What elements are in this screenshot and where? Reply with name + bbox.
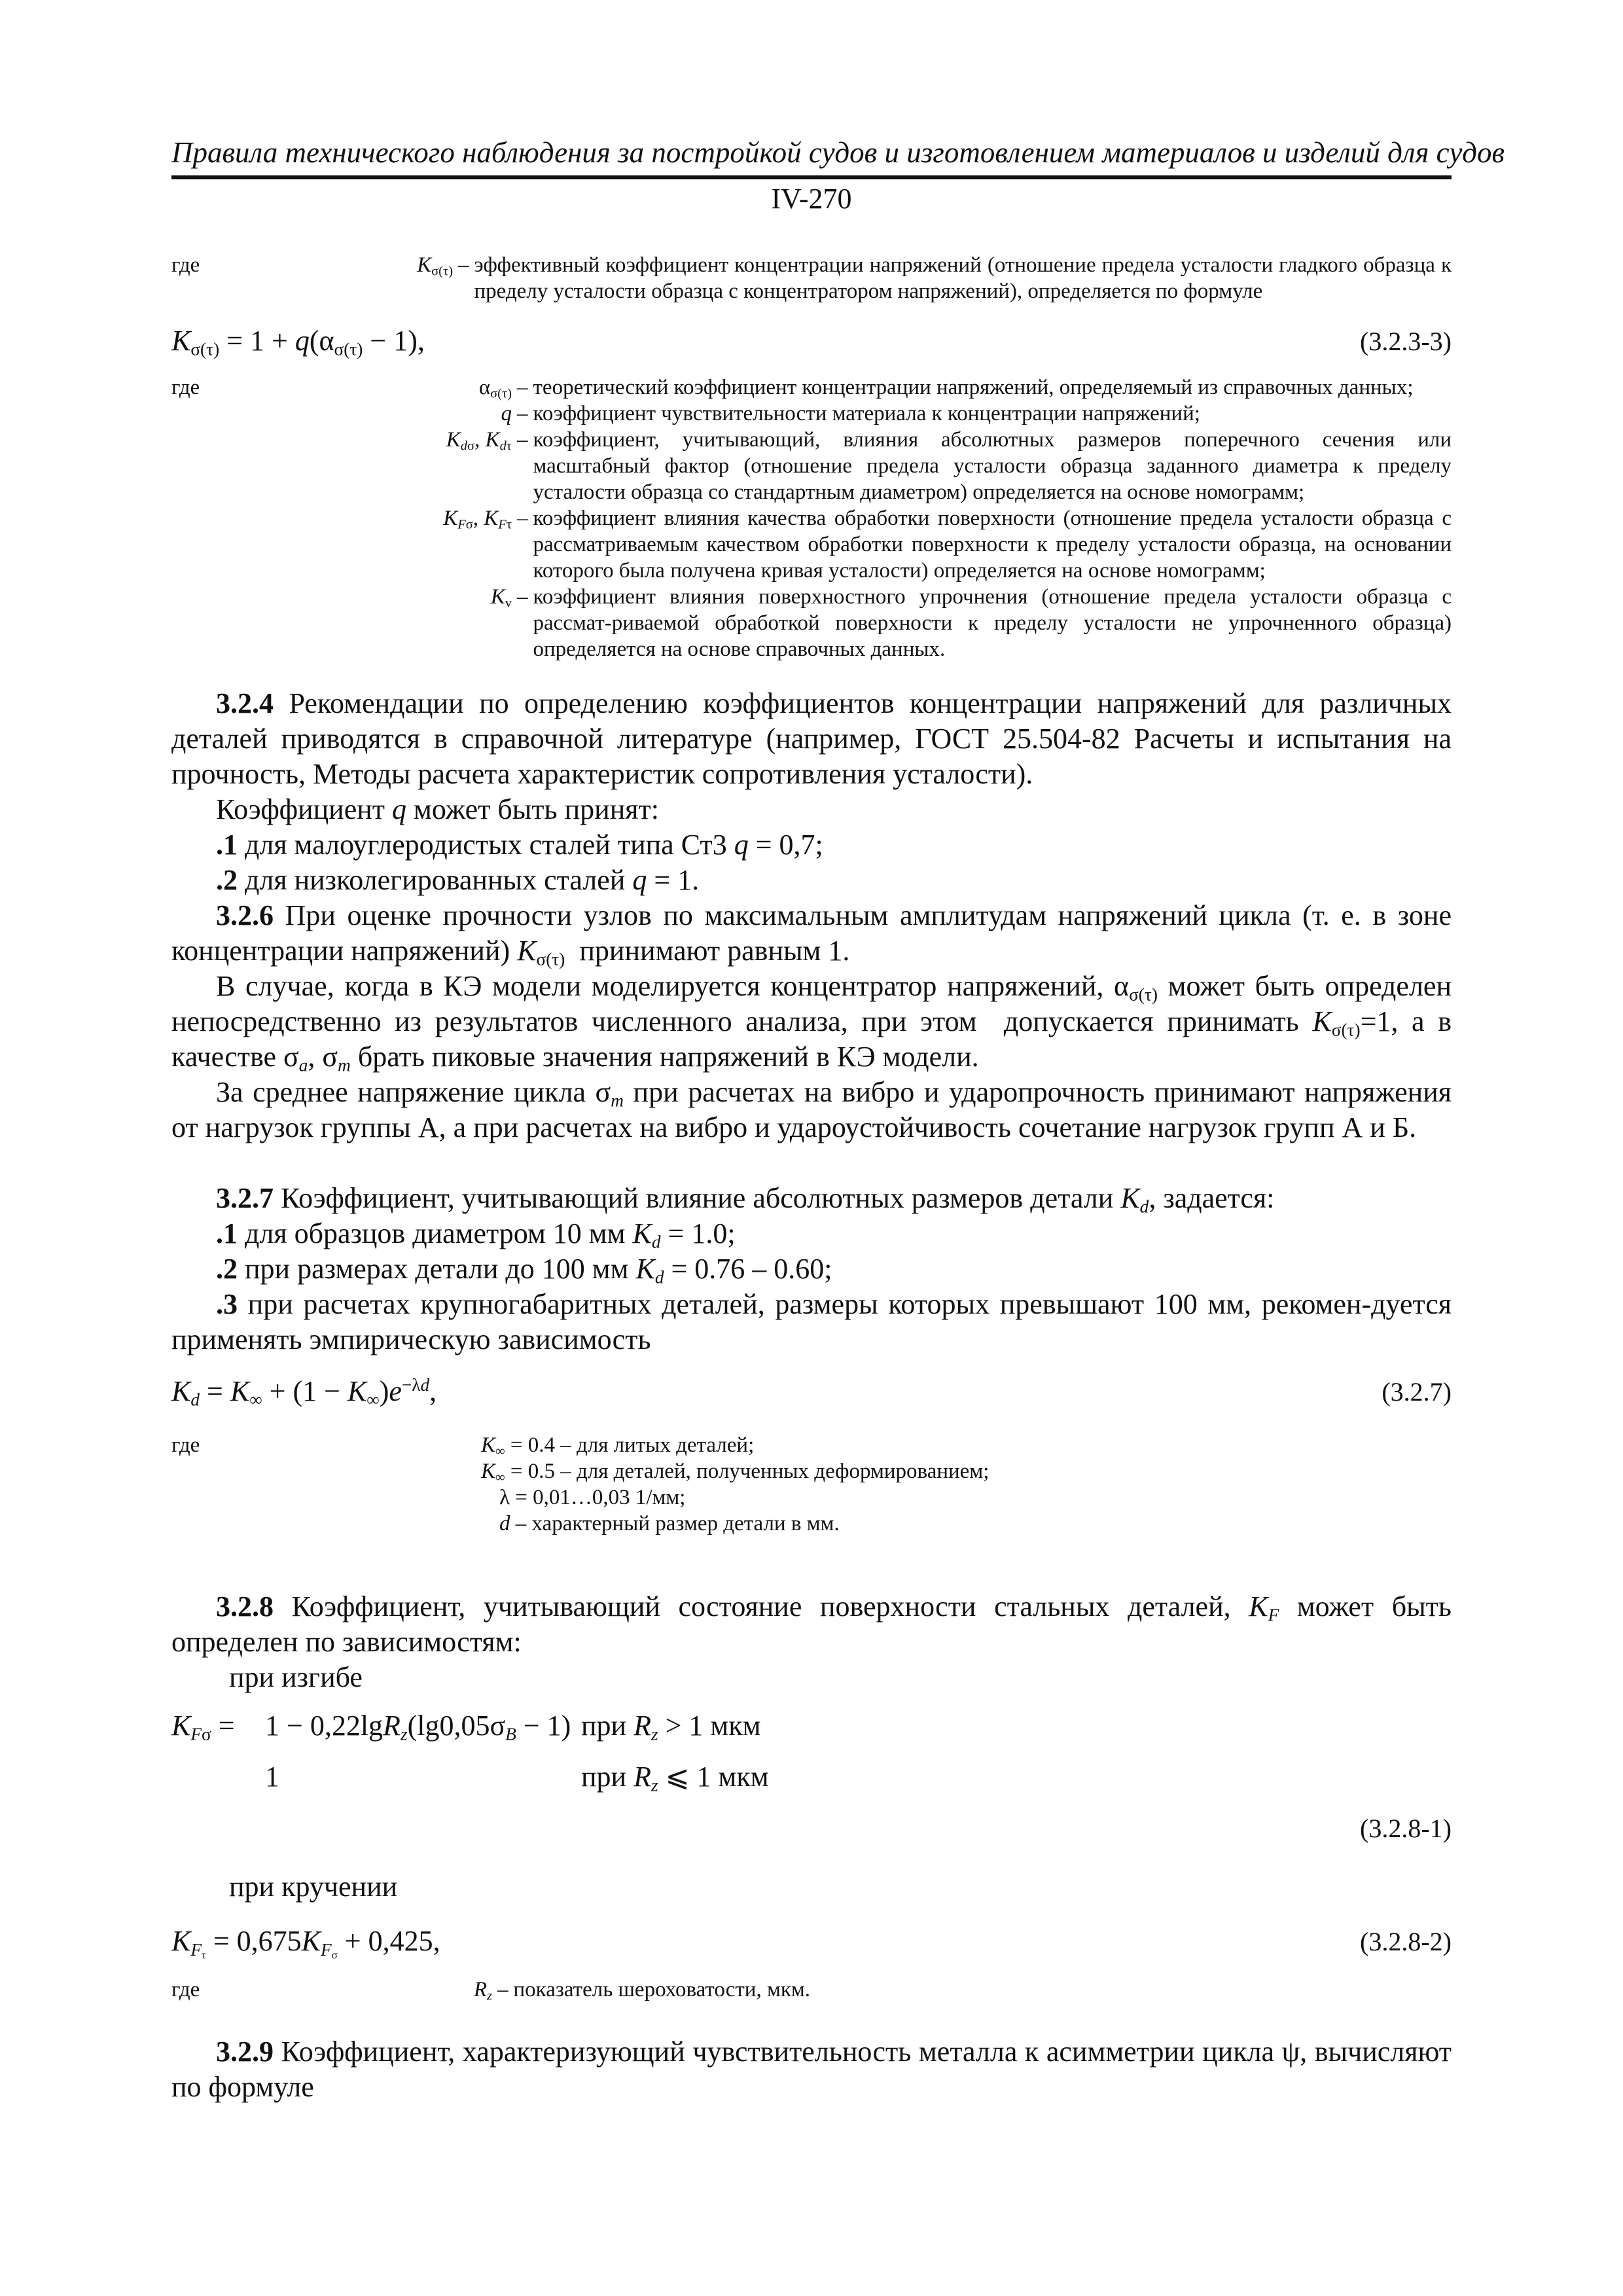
definition-text: коэффициент чувствительности материала к концентрации напряжений; xyxy=(533,402,1200,425)
definition-k-sigma: где $K_{\sigma(\tau)}$ – эффективный коэффициент концентрации напряжений (отношение предела усталости гладкого образца к пределу усталости образца с концентратором напряжений), определяется по формуле xyxy=(171,253,1452,303)
equation-number: (3.2.3-3) xyxy=(1360,327,1452,356)
definition-q: q – коэффициент чувствительности материала к концентрации напряжений; xyxy=(171,401,1452,427)
equation-formula: $K_{\sigma(\tau)} = 1 + q(\alpha_{\sigma(\tau)} - 1)$, xyxy=(171,325,425,359)
case1-condition: при $R_z > 1$ мкм xyxy=(581,1710,761,1744)
where-block-3-2-7 xyxy=(171,1432,1452,1537)
definition-text: теоретический коэффициент концентрации напряжений, определяемый из справочных данных; xyxy=(533,376,1414,399)
case2-condition: при $R_z$ ⩽ 1 мкм xyxy=(581,1761,769,1795)
section-number: 3.2.8 xyxy=(216,1590,274,1623)
symbol-k-sigma: $K_{\sigma(\tau)}$ xyxy=(417,253,453,279)
equation-number: (3.2.8-1) xyxy=(1360,1814,1452,1843)
section-3-2-4 xyxy=(171,686,1452,792)
q-intro: Коэффициент q может быть принят: xyxy=(216,793,659,825)
kf-sigma-lhs: $K_{F\sigma}$ = xyxy=(171,1710,235,1744)
list-item: .1 для образцов диаметром 10 мм $K_d = 1.0$; xyxy=(216,1217,736,1252)
equation-3-2-7 xyxy=(171,1374,1452,1408)
header-rule xyxy=(171,175,1452,179)
symbol-kd: $K_{d\sigma}$, $K_{d\tau}$ xyxy=(446,428,512,454)
bending-label: при изгибе xyxy=(229,1661,363,1693)
where-label: где xyxy=(171,1433,200,1457)
symbol-alpha: $\alpha_{\sigma(\tau)}$ xyxy=(478,376,512,401)
section-3-2-9 xyxy=(171,2034,1452,2105)
section-3-2-8: 3.2.8 Коэффициент, учитывающий состояние поверхности стальных деталей, $K_F$ может быть определен по зависимостям: xyxy=(171,1590,1452,1658)
list-item: .3 при расчетах крупногабаритных деталей, размеры которых превышают 100 мм, рекомен-дуется применять эмпирическую зависимость xyxy=(171,1288,1452,1355)
list-item: .2 для низколегированных сталей q = 1. xyxy=(216,864,700,896)
equation-number: (3.2.8-2) xyxy=(1360,1927,1452,1956)
page-number: IV-270 xyxy=(771,183,852,215)
definition-kd: $K_{d\sigma}$, $K_{d\tau}$ – коэффициент, учитывающий, влияния абсолютных размеров поперечного сечения или масштабный фактор (отношение предела усталости образца заданного диаметра к пределу усталости образца со стандартным диаметром) определяется на основе номограмм; xyxy=(171,427,1452,505)
section-text: Коэффициент, характеризующий чувствительность металла к асимметрии цикла ψ, вычисляют по формуле xyxy=(171,2036,1452,2103)
paragraph-fe-model: В случае, когда в КЭ модели моделируется концентратор напряжений, $\alpha_{\sigma(\tau)}$ может быть определен непосредственно из результатов численного анализа, при этом допускается принимать $K_{\sigma(\tau)}=1$, а в качестве $\sigma_a$, $\sigma_m$ брать пиковые значения напряжений в КЭ модели. xyxy=(171,970,1452,1075)
definition-text: эффективный коэффициент концентрации напряжений (отношение предела усталости гладкого образца к пределу усталости образца с концентратором напряжений), определяется по формуле xyxy=(474,253,1452,303)
definition-kv: $K_v$ – коэффициент влияния поверхностного упрочнения (отношение предела усталости образца с рассмат-риваемой обработкой поверхности к пределу усталости не упрочненного образца) определяется на основе справочных данных. xyxy=(171,584,1452,662)
definition-alpha: где $\alpha_{\sigma(\tau)}$ – теоретический коэффициент концентрации напряжений, определяемый из справочных данных; xyxy=(171,374,1452,401)
paragraph-mean-stress: За среднее напряжение цикла $\sigma_m$ при расчетах на вибро и ударопрочность принимают напряжения от нагрузок группы А, а при расчетах на вибро и удароустойчивость сочетание нагрузок групп А и Б. xyxy=(171,1076,1452,1143)
definition-rz: где $R_z$ – показатель шероховатости, мкм. xyxy=(171,1977,1452,2003)
definition-text: коэффициент влияния поверхностного упрочнения (отношение предела усталости образца с рассмат-риваемой обработкой поверхности к пределу усталости не упрочненного образца) определяется на основе справочных данных. xyxy=(533,585,1452,661)
definition-text: коэффициент влияния качества обработки поверхности (отношение предела усталости образца с рассматриваемым качеством обработки поверхности к пределу усталости образца, на основании которого была получена кривая усталости) определяется на основе номограмм; xyxy=(533,507,1452,583)
equation-3-2-3-3 xyxy=(171,324,1452,357)
list-item: .2 при размерах детали до 100 мм $K_d = 0.76 - 0.60$; xyxy=(216,1253,832,1287)
section-text: Рекомендации по определению коэффициентов концентрации напряжений для различных деталей приводятся в справочной литературе (например, ГОСТ 25.504-82 Расчеты и испытания на прочность, Методы расчета характеристик сопротивления усталости). xyxy=(171,687,1452,790)
definition-kf: $K_{F\sigma}$, $K_{F\tau}$ – коэффициент влияния качества обработки поверхности (отношение предела усталости образца с рассматриваемым качеством обработки поверхности к пределу усталости образца, на основании которого была получена кривая усталости) определяется на основе номограмм; xyxy=(171,505,1452,584)
list-item: .1 для малоуглеродистых сталей типа Ст3 q = 0,7; xyxy=(216,829,823,861)
section-3-2-7: 3.2.7 Коэффициент, учитывающий влияние абсолютных размеров детали $K_d$, задается: xyxy=(216,1182,1275,1217)
equation-3-2-8-1 xyxy=(171,1813,1452,1844)
symbol-rz: $R_z$ xyxy=(473,1978,492,2003)
case1-expression: $1 - 0,22\lg R_z(\lg 0,05\sigma_B - 1)$ xyxy=(265,1710,571,1744)
symbol-kf: $K_{F\sigma}$, $K_{F\tau}$ xyxy=(443,507,512,532)
symbol-kv: $K_v$ xyxy=(490,585,512,611)
section-number: 3.2.4 xyxy=(216,687,274,719)
equation-3-2-8-2 xyxy=(171,1924,1452,1962)
definition-text: показатель шероховатости, мкм. xyxy=(513,1978,811,2001)
equation-formula: $K_d = K_\infty + (1 - K_\infty)e^{-\lambda d}$, xyxy=(171,1375,437,1410)
section-3-2-6: 3.2.6 При оценке прочности узлов по максимальным амплитудам напряжений цикла (т. е. в зоне концентрации напряжений) $K_{\sigma(\tau)}$ принимают равным 1. xyxy=(171,899,1452,969)
section-number: 3.2.9 xyxy=(216,2036,274,2068)
torsion-label: при кручении xyxy=(229,1871,398,1903)
equation-formula: $K_{F_\tau} = 0,675K_{F_\sigma} + 0,425$, xyxy=(171,1925,440,1962)
section-number: 3.2.6 xyxy=(216,899,274,931)
where-label: где xyxy=(171,1978,200,2001)
where-label: где xyxy=(171,376,200,399)
case2-expression: 1 xyxy=(265,1761,279,1793)
symbol-q: q xyxy=(501,402,512,425)
where-label: где xyxy=(171,253,200,277)
where-list: $K_\infty = 0.4$ – для литых деталей; $K_\infty = 0.5$ – для деталей, полученных деформированием; λ = 0,01…0,03 1/мм; d – характерный размер детали в мм. xyxy=(481,1433,990,1535)
running-header: Правила технического наблюдения за постройкой судов и изготовлением материалов и изделий для судов xyxy=(171,136,1505,169)
section-number: 3.2.7 xyxy=(216,1182,274,1214)
definition-text: коэффициент, учитывающий, влияния абсолютных размеров поперечного сечения или масштабный фактор (отношение предела усталости образца заданного диаметра к пределу усталости образца со стандартным диаметром) определяется на основе номограмм; xyxy=(533,428,1452,504)
equation-number: (3.2.7) xyxy=(1382,1377,1452,1407)
